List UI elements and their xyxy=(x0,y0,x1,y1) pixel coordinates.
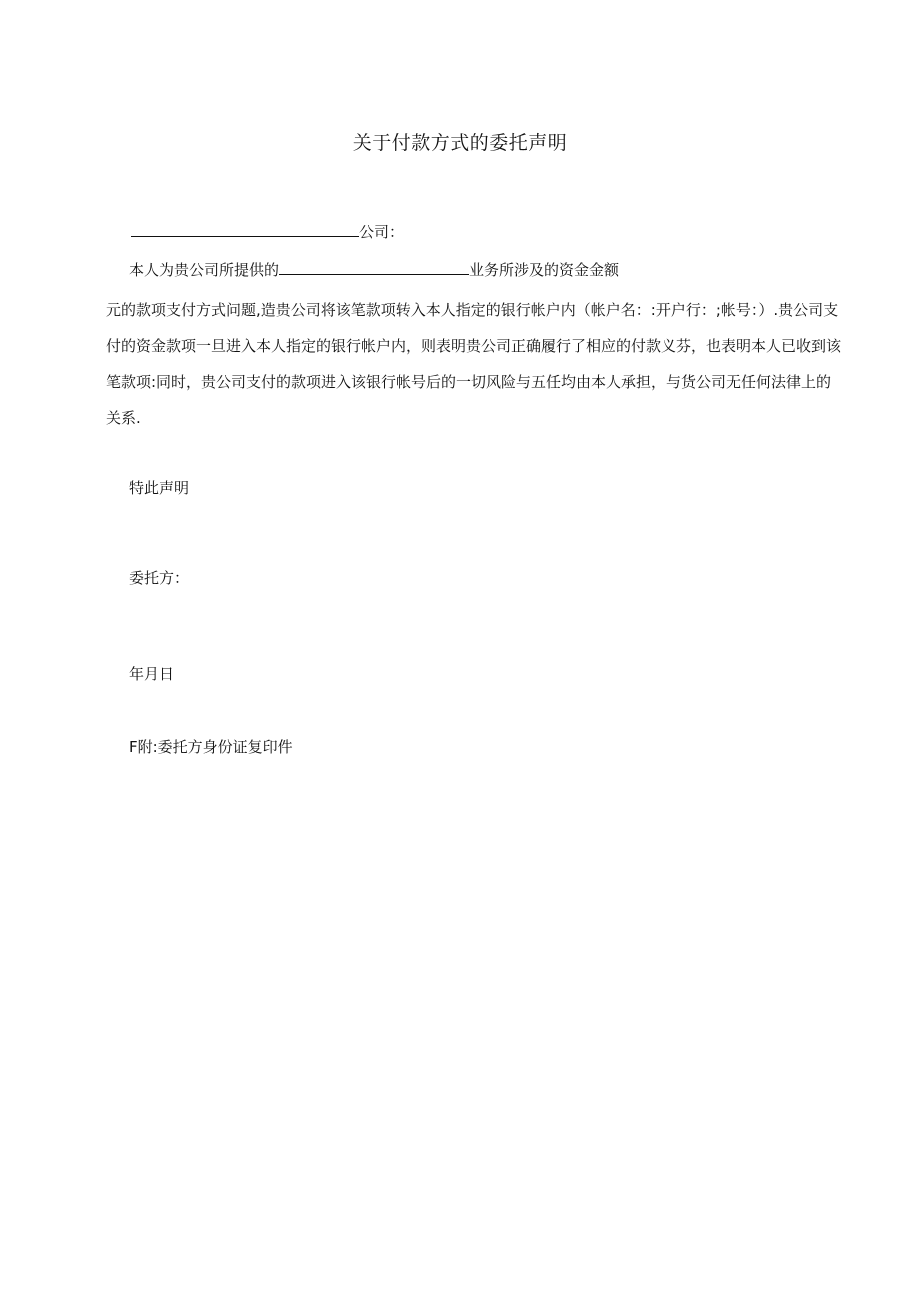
date-label: 年月日 xyxy=(129,665,175,683)
body-line: 关系. xyxy=(106,409,141,427)
salutation-line xyxy=(131,221,404,242)
salutation-suffix: 公司： xyxy=(359,223,405,241)
intro-line xyxy=(129,259,619,280)
intro-prefix: 本人为贵公司所提供的 xyxy=(129,261,280,279)
declaration-text: 特此声明 xyxy=(129,479,190,497)
business-blank xyxy=(279,260,469,275)
intro-suffix: 业务所涉及的资金金额 xyxy=(469,261,620,279)
body-paragraph xyxy=(106,292,858,436)
body-line: 元的款项支付方式问题,造贵公司将该笔款项转入本人指定的银行帐户内（帐户名：:开户行：;帐号：）.贵公司支 xyxy=(106,301,839,319)
attachment-note: F附:委托方身份证复印件 xyxy=(129,738,293,756)
body-line: 付的资金款项一旦进入本人指定的银行帐户内，则表明贵公司正确履行了相应的付款义芬，也表明本人已收到该 xyxy=(106,337,842,355)
document-title: 关于付款方式的委托声明 xyxy=(352,132,568,154)
company-name-blank xyxy=(131,222,359,237)
principal-label: 委托方： xyxy=(129,569,190,587)
body-line: 笔款项:同时，贵公司支付的款项进入该银行帐号后的一切风险与五任均由本人承担，与货公司无任何法律上的 xyxy=(106,373,832,391)
